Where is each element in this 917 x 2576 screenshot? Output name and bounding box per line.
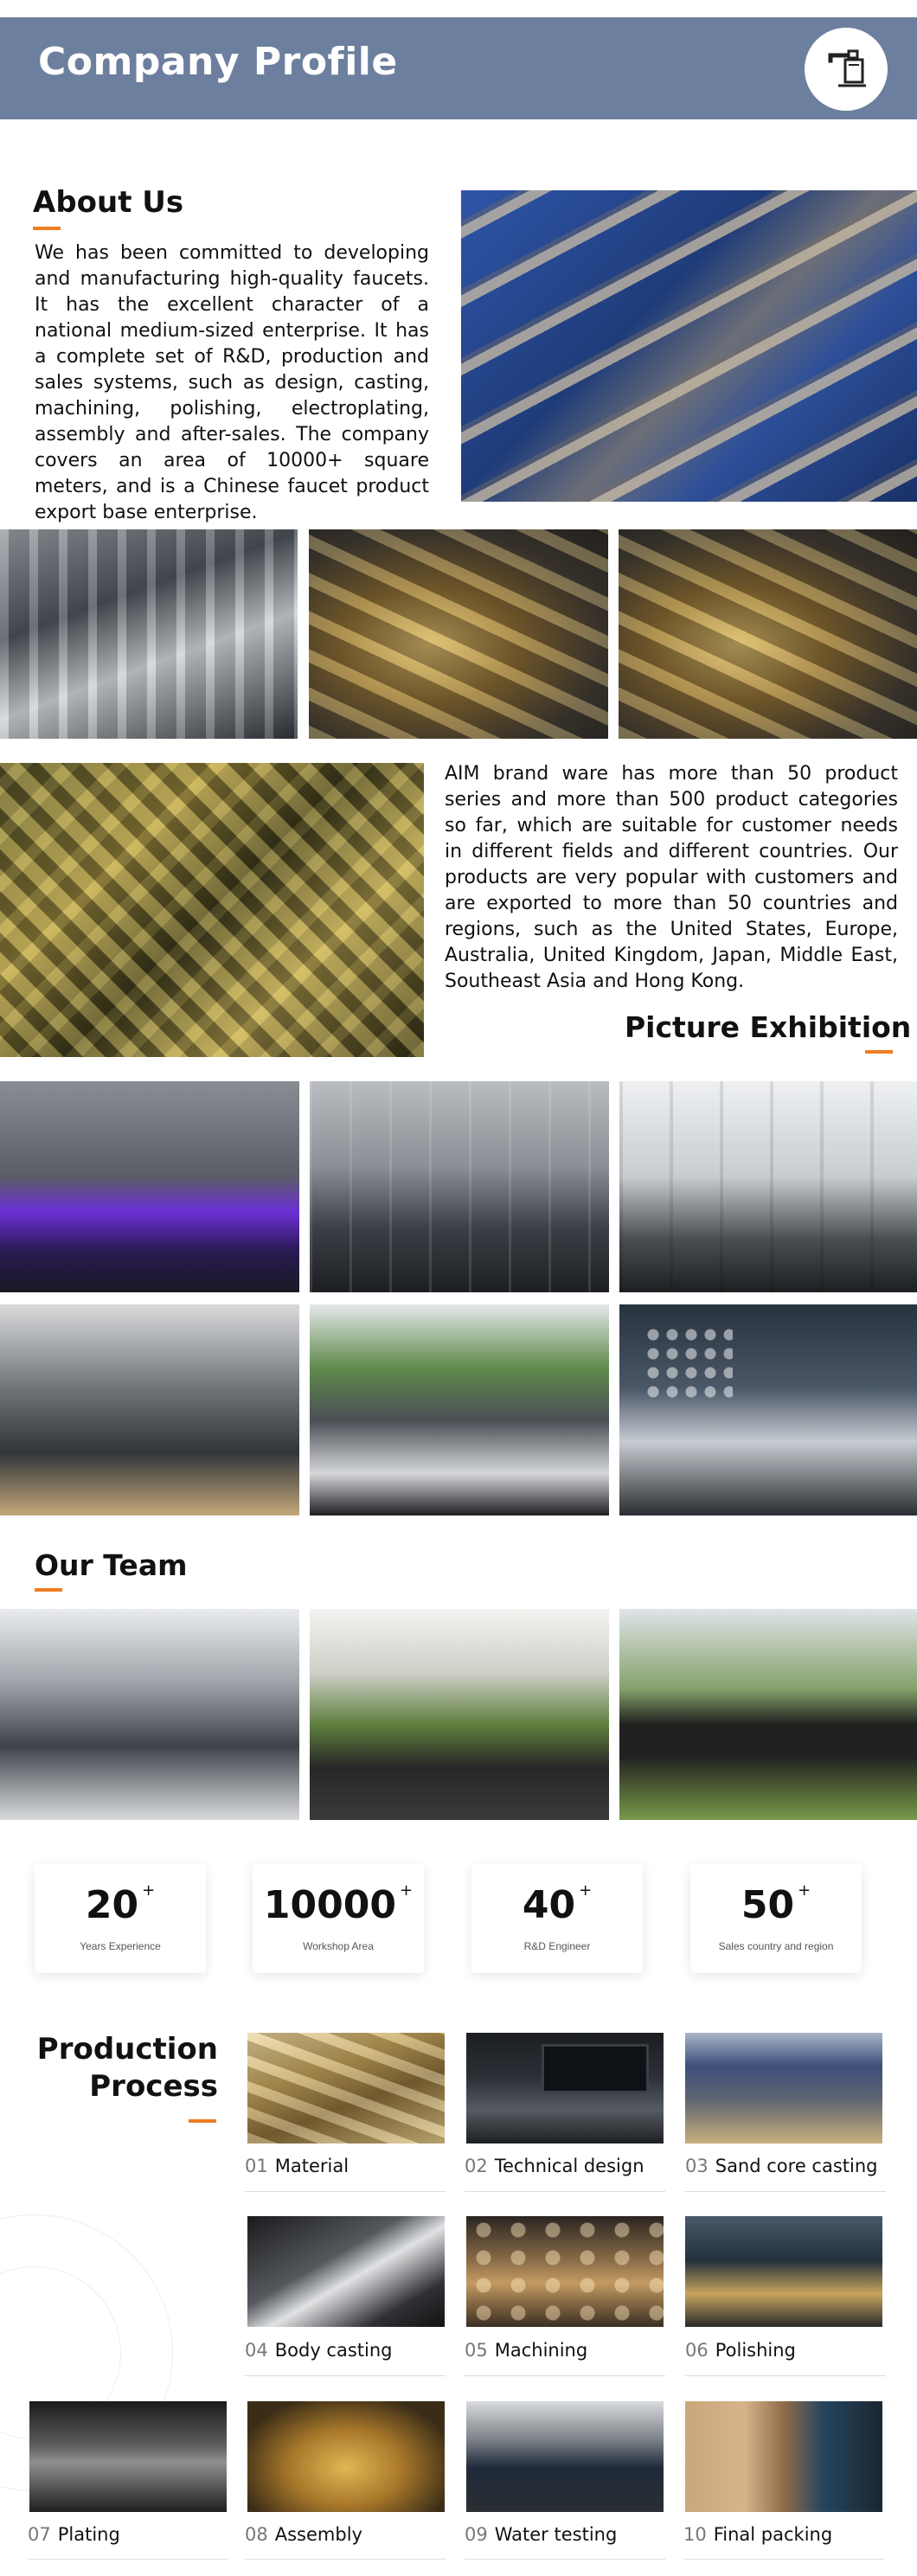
stat-label: Years Experience bbox=[80, 1940, 161, 1952]
team-title: Our Team bbox=[35, 1548, 188, 1582]
step-divider bbox=[465, 2375, 665, 2376]
stat-value: 50 + bbox=[741, 1881, 811, 1927]
header-banner bbox=[0, 17, 917, 119]
stat-value: 40 + bbox=[522, 1881, 593, 1927]
factory-photo bbox=[461, 190, 917, 502]
brass-valve-photo bbox=[309, 529, 608, 739]
step-label-water-testing: 09 Water testing bbox=[465, 2524, 618, 2545]
step-divider bbox=[685, 2375, 886, 2376]
step-photo-plating bbox=[29, 2401, 227, 2512]
team-accent-bar bbox=[35, 1588, 62, 1592]
step-divider bbox=[245, 2375, 446, 2376]
about-accent-bar bbox=[33, 227, 61, 230]
stat-label: Workshop Area bbox=[303, 1940, 374, 1952]
step-divider bbox=[28, 2559, 228, 2560]
page-title: Company Profile bbox=[38, 40, 398, 84]
production-title bbox=[37, 2031, 218, 2105]
production-title-line1: Production bbox=[36, 2032, 218, 2067]
production-accent-bar bbox=[189, 2119, 216, 2123]
step-label-material: 01 Material bbox=[245, 2156, 349, 2176]
stat-label: R&D Engineer bbox=[523, 1940, 591, 1952]
step-divider bbox=[465, 2559, 665, 2560]
stat-label: Sales country and region bbox=[718, 1940, 834, 1952]
exhibition-photo-1 bbox=[0, 1081, 299, 1292]
about-title: About Us bbox=[33, 185, 184, 220]
exhibition-photo-2 bbox=[310, 1081, 609, 1292]
brand-text: AIM brand ware has more than 50 product series and more than 500 product categories so far, which are suitable for customer needs in different fields and different countries. Our products are very popular with customers and are exported to more than 50 countries and regions, such as the United States, Europe, Australia, United Kingdom, Japan, Middle East, Southeast Asia and Hong Kong. bbox=[445, 763, 898, 992]
exhibition-photo-3 bbox=[619, 1081, 917, 1292]
gold-parts-photo bbox=[0, 763, 424, 1057]
stat-card-countries bbox=[690, 1864, 862, 1973]
stat-card-years bbox=[35, 1864, 206, 1973]
production-title-line2: Process bbox=[89, 2069, 218, 2104]
step-label-assembly: 08 Assembly bbox=[245, 2524, 362, 2545]
exhibition-photo-5 bbox=[310, 1304, 609, 1515]
step-label-plating: 07 Plating bbox=[28, 2524, 120, 2545]
exhibition-accent-bar bbox=[865, 1050, 893, 1054]
team-photo-2 bbox=[310, 1609, 609, 1820]
step-label-polishing: 06 Polishing bbox=[685, 2340, 796, 2361]
stat-value: 20 + bbox=[85, 1881, 156, 1927]
step-photo-machining bbox=[466, 2216, 664, 2327]
faucet-icon bbox=[805, 28, 888, 111]
step-label-machining: 05 Machining bbox=[465, 2340, 588, 2361]
step-divider bbox=[465, 2191, 665, 2192]
step-photo-water-testing bbox=[466, 2401, 664, 2512]
step-label-final-packing: 10 Final packing bbox=[683, 2524, 833, 2545]
stat-value: 10000 + bbox=[263, 1881, 414, 1927]
team-photo-1 bbox=[0, 1609, 299, 1820]
step-photo-final-packing bbox=[685, 2401, 882, 2512]
step-photo-sand-core-casting bbox=[685, 2033, 882, 2143]
about-text: We has been committed to developing and manufacturing high-quality faucets. It has the excellent character of a national medium-sized enterprise. It has a complete set of R&D, production and sales systems, such as design, casting, machining, polishing, electroplating, assembly and after-sales. The company covers an area of 10000+ square meters, and is a Chinese faucet product export base enterprise. bbox=[35, 242, 429, 523]
exhibition-title: Picture Exhibition bbox=[625, 1010, 912, 1044]
step-photo-technical-design bbox=[466, 2033, 664, 2143]
step-divider bbox=[245, 2559, 446, 2560]
step-photo-body-casting bbox=[247, 2216, 445, 2327]
team-photo-3 bbox=[619, 1609, 917, 1820]
step-label-technical-design: 02 Technical design bbox=[465, 2156, 644, 2176]
step-photo-material bbox=[247, 2033, 445, 2143]
stat-card-area bbox=[253, 1864, 424, 1973]
production-line-photo bbox=[0, 529, 298, 739]
step-divider bbox=[245, 2191, 446, 2192]
step-divider bbox=[685, 2191, 886, 2192]
step-label-body-casting: 04 Body casting bbox=[245, 2340, 393, 2361]
step-label-sand-core-casting: 03 Sand core casting bbox=[685, 2156, 878, 2176]
drilling-photo bbox=[619, 529, 917, 739]
stat-card-engineers bbox=[471, 1864, 643, 1973]
step-photo-assembly bbox=[247, 2401, 445, 2512]
exhibition-photo-4 bbox=[0, 1304, 299, 1515]
step-divider bbox=[683, 2559, 884, 2560]
exhibition-photo-6 bbox=[619, 1304, 917, 1515]
step-photo-polishing bbox=[685, 2216, 882, 2327]
